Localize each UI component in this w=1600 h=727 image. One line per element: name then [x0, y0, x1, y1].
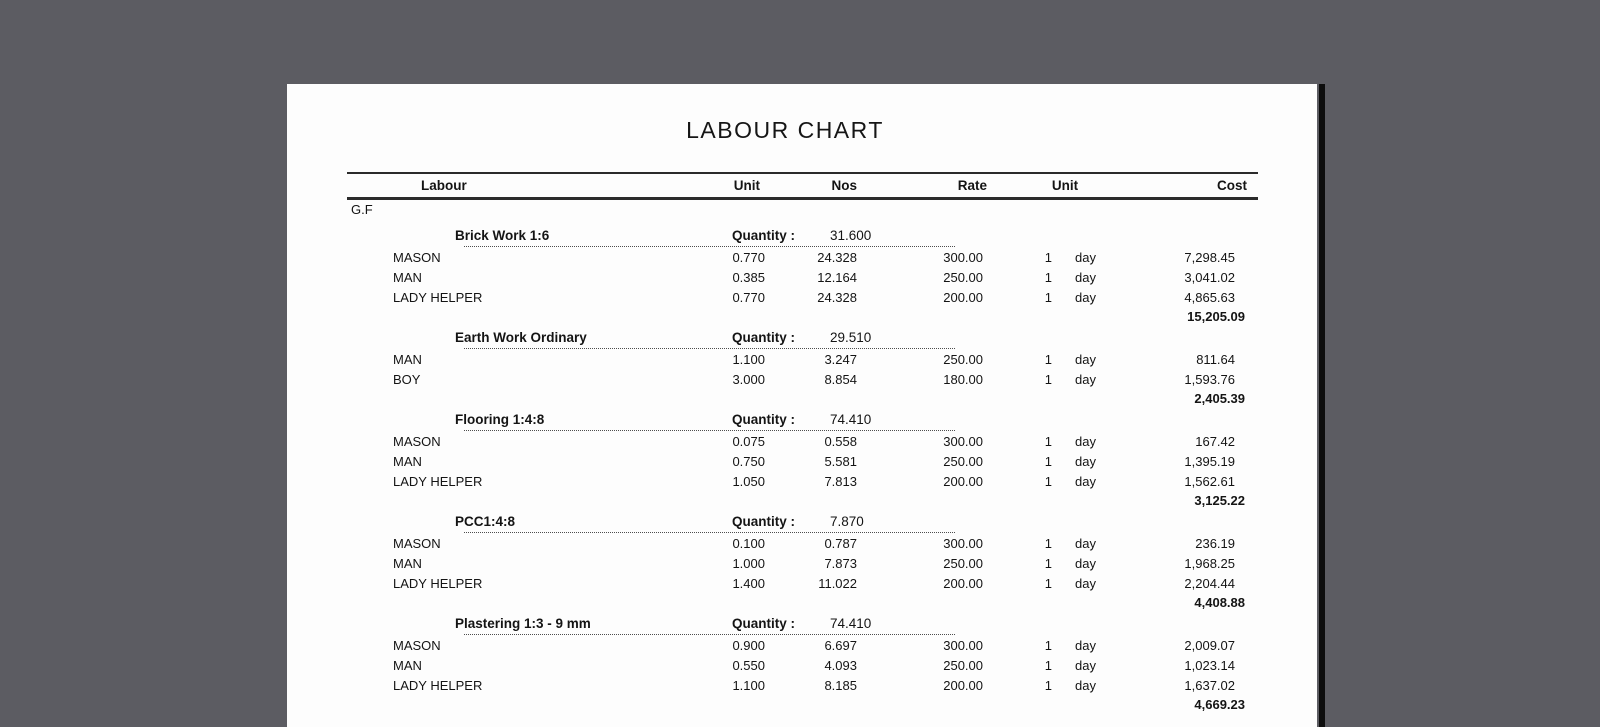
nos-cell: 6.697 [824, 637, 857, 653]
work-item-header [347, 509, 1258, 532]
labour-name-cell: MASON [393, 249, 441, 265]
labour-row [347, 349, 1258, 369]
per-unit-cell: day [1075, 249, 1096, 265]
per-qty-cell: 1 [1044, 249, 1052, 265]
labour-row [347, 655, 1258, 675]
nos-cell: 7.813 [824, 473, 857, 489]
cost-cell: 1,637.02 [1184, 677, 1235, 693]
unit-cell: 1.100 [732, 351, 765, 367]
unit-cell: 0.385 [732, 269, 765, 285]
per-unit-cell: day [1075, 289, 1096, 305]
quantity-value: 7.870 [830, 514, 864, 529]
per-qty-cell: 1 [1044, 637, 1052, 653]
rate-cell: 200.00 [943, 677, 983, 693]
nos-cell: 24.328 [817, 249, 857, 265]
work-item-name: Brick Work 1:6 [455, 228, 550, 243]
subtotal-value: 15,205.09 [1187, 308, 1245, 324]
labour-name-cell: LADY HELPER [393, 677, 483, 693]
subtotal-row [347, 389, 1258, 407]
labour-name-cell: LADY HELPER [393, 473, 483, 489]
unit-cell: 0.075 [732, 433, 765, 449]
labour-row [347, 471, 1258, 491]
quantity-label: Quantity : [732, 330, 795, 345]
labour-row [347, 675, 1258, 695]
nos-cell: 24.328 [817, 289, 857, 305]
subtotal-row [347, 593, 1258, 611]
per-unit-cell: day [1075, 269, 1096, 285]
work-item-group [347, 407, 1258, 509]
labour-name-cell: MASON [393, 433, 441, 449]
table-header [347, 174, 1258, 200]
nos-cell: 7.873 [824, 555, 857, 571]
labour-name-cell: MAN [393, 269, 422, 285]
per-qty-cell: 1 [1044, 269, 1052, 285]
work-item-header [347, 407, 1258, 430]
rate-cell: 200.00 [943, 289, 983, 305]
floor-section-label: G.F [351, 202, 373, 217]
quantity-label: Quantity : [732, 412, 795, 427]
rate-cell: 250.00 [943, 453, 983, 469]
per-unit-cell: day [1075, 453, 1096, 469]
nos-cell: 5.581 [824, 453, 857, 469]
labour-name-cell: MASON [393, 535, 441, 551]
page-shadow [1319, 84, 1325, 727]
labour-name-cell: MAN [393, 453, 422, 469]
cost-cell: 1,968.25 [1184, 555, 1235, 571]
labour-name-cell: BOY [393, 371, 421, 387]
unit-cell: 0.770 [732, 249, 765, 265]
unit-cell: 0.100 [732, 535, 765, 551]
labour-row [347, 369, 1258, 389]
per-unit-cell: day [1075, 575, 1096, 591]
quantity-label: Quantity : [732, 228, 795, 243]
cost-cell: 1,023.14 [1184, 657, 1235, 673]
cost-cell: 1,562.61 [1184, 473, 1235, 489]
unit-cell: 0.900 [732, 637, 765, 653]
rate-cell: 300.00 [943, 637, 983, 653]
nos-cell: 0.787 [824, 535, 857, 551]
unit-cell: 1.000 [732, 555, 765, 571]
labour-name-cell: MAN [393, 657, 422, 673]
nos-cell: 4.093 [824, 657, 857, 673]
per-unit-cell: day [1075, 351, 1096, 367]
rate-cell: 300.00 [943, 535, 983, 551]
work-item-group [347, 220, 1258, 325]
work-item-group [347, 611, 1258, 713]
quantity-value: 31.600 [830, 228, 872, 243]
work-item-name: Flooring 1:4:8 [455, 412, 545, 427]
per-qty-cell: 1 [1044, 657, 1052, 673]
unit-cell: 1.400 [732, 575, 765, 591]
labour-row [347, 573, 1258, 593]
column-header-unit: Unit [733, 178, 760, 193]
subtotal-value: 4,408.88 [1194, 594, 1245, 610]
cost-cell: 7,298.45 [1184, 249, 1235, 265]
column-header-rate: Rate [957, 178, 987, 193]
nos-cell: 3.247 [824, 351, 857, 367]
column-header-unit2: Unit [1051, 178, 1079, 193]
per-qty-cell: 1 [1044, 677, 1052, 693]
per-qty-cell: 1 [1044, 473, 1052, 489]
rate-cell: 250.00 [943, 351, 983, 367]
per-qty-cell: 1 [1044, 453, 1052, 469]
subtotal-value: 4,669.23 [1194, 696, 1245, 712]
work-item-header [347, 325, 1258, 348]
quantity-label: Quantity : [732, 514, 795, 529]
per-unit-cell: day [1075, 555, 1096, 571]
cost-cell: 1,593.76 [1184, 371, 1235, 387]
nos-cell: 8.185 [824, 677, 857, 693]
labour-row [347, 635, 1258, 655]
column-header-labour: Labour [421, 178, 467, 193]
per-unit-cell: day [1075, 433, 1096, 449]
per-unit-cell: day [1075, 371, 1096, 387]
per-qty-cell: 1 [1044, 371, 1052, 387]
subtotal-value: 2,405.39 [1194, 390, 1245, 406]
quantity-value: 74.410 [830, 412, 872, 427]
labour-row [347, 533, 1258, 553]
unit-cell: 1.100 [732, 677, 765, 693]
labour-name-cell: LADY HELPER [393, 289, 483, 305]
per-qty-cell: 1 [1044, 433, 1052, 449]
report-title: LABOUR CHART [686, 117, 884, 143]
per-unit-cell: day [1075, 473, 1096, 489]
per-unit-cell: day [1075, 677, 1096, 693]
subtotal-row [347, 307, 1258, 325]
labour-table [347, 172, 1258, 713]
cost-cell: 4,865.63 [1184, 289, 1235, 305]
quantity-value: 74.410 [830, 616, 872, 631]
cost-cell: 236.19 [1195, 535, 1235, 551]
subtotal-row [347, 695, 1258, 713]
rate-cell: 180.00 [943, 371, 983, 387]
rate-cell: 300.00 [943, 433, 983, 449]
labour-row [347, 267, 1258, 287]
column-header-nos: Nos [831, 178, 857, 193]
quantity-label: Quantity : [732, 616, 795, 631]
work-item-name: PCC1:4:8 [455, 514, 516, 529]
per-unit-cell: day [1075, 535, 1096, 551]
rate-cell: 250.00 [943, 269, 983, 285]
per-qty-cell: 1 [1044, 535, 1052, 551]
unit-cell: 3.000 [732, 371, 765, 387]
cost-cell: 1,395.19 [1184, 453, 1235, 469]
cost-cell: 2,204.44 [1184, 575, 1235, 591]
work-item-name: Plastering 1:3 - 9 mm [455, 616, 591, 631]
rate-cell: 250.00 [943, 657, 983, 673]
nos-cell: 12.164 [817, 269, 857, 285]
labour-row [347, 247, 1258, 267]
subtotal-row [347, 491, 1258, 509]
nos-cell: 11.022 [818, 575, 857, 591]
unit-cell: 0.550 [732, 657, 765, 673]
labour-name-cell: LADY HELPER [393, 575, 483, 591]
labour-row [347, 431, 1258, 451]
subtotal-value: 3,125.22 [1194, 492, 1245, 508]
labour-row [347, 553, 1258, 573]
work-item-header [347, 611, 1258, 634]
quantity-value: 29.510 [830, 330, 872, 345]
per-unit-cell: day [1075, 657, 1096, 673]
report-page [287, 84, 1317, 727]
labour-name-cell: MASON [393, 637, 441, 653]
rate-cell: 200.00 [943, 575, 983, 591]
cost-cell: 167.42 [1195, 433, 1235, 449]
labour-row [347, 287, 1258, 307]
work-item-group [347, 325, 1258, 407]
nos-cell: 8.854 [824, 371, 857, 387]
cost-cell: 2,009.07 [1184, 637, 1235, 653]
work-item-group [347, 509, 1258, 611]
per-qty-cell: 1 [1044, 555, 1052, 571]
per-qty-cell: 1 [1044, 575, 1052, 591]
unit-cell: 1.050 [732, 473, 765, 489]
labour-name-cell: MAN [393, 555, 422, 571]
work-item-name: Earth Work Ordinary [455, 330, 587, 345]
labour-name-cell: MAN [393, 351, 422, 367]
nos-cell: 0.558 [824, 433, 857, 449]
cost-cell: 3,041.02 [1184, 269, 1235, 285]
work-item-header [347, 220, 1258, 246]
unit-cell: 0.750 [732, 453, 765, 469]
rate-cell: 200.00 [943, 473, 983, 489]
per-unit-cell: day [1075, 637, 1096, 653]
cost-cell: 811.64 [1196, 351, 1235, 367]
labour-row [347, 451, 1258, 471]
per-qty-cell: 1 [1044, 351, 1052, 367]
unit-cell: 0.770 [732, 289, 765, 305]
per-qty-cell: 1 [1044, 289, 1052, 305]
rate-cell: 300.00 [943, 249, 983, 265]
rate-cell: 250.00 [943, 555, 983, 571]
column-header-cost: Cost [1217, 178, 1247, 193]
